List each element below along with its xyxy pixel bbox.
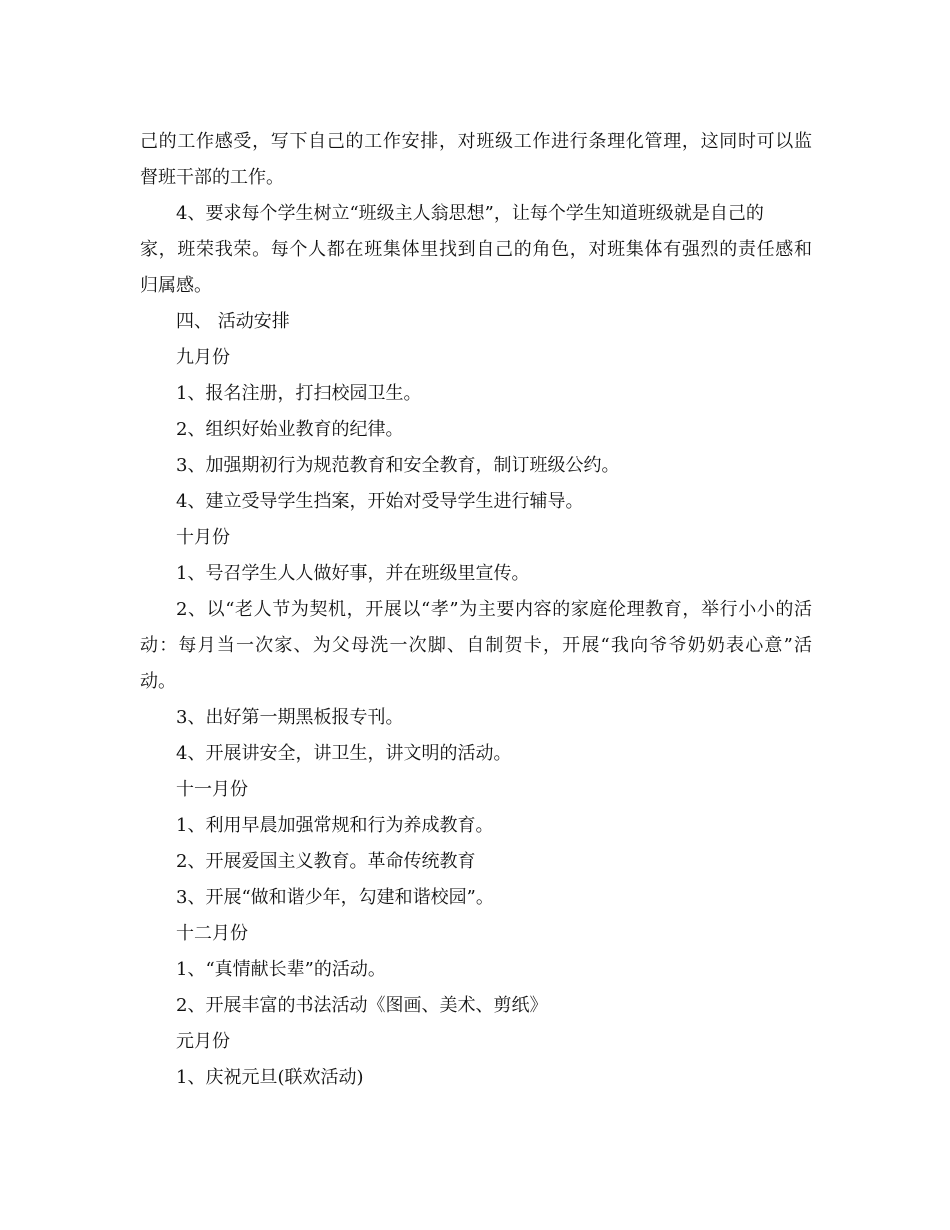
list-item: 2、组织好始业教育的纪律。	[176, 419, 404, 440]
list-item: 1、“真情献长辈”的活动。	[176, 959, 386, 980]
list-item: 4、开展讲安全，讲卫生，讲文明的活动。	[176, 743, 512, 764]
month-heading: 九月份	[176, 347, 230, 368]
month-heading: 十一月份	[176, 779, 248, 800]
paragraph-line: 己的工作感受，写下自己的工作安排，对班级工作进行条理化管理，这同时可以监	[140, 131, 812, 152]
list-item: 4、建立受导学生挡案，开始对受导学生进行辅导。	[176, 491, 584, 512]
list-item: 2、以“老人节为契机，开展以“孝”为主要内容的家庭伦理教育，举行小小的活	[176, 599, 812, 620]
list-item: 3、开展“做和谐少年，勾建和谐校园”。	[176, 887, 494, 908]
month-heading: 十月份	[176, 527, 230, 548]
paragraph-line: 家，班荣我荣。每个人都在班集体里找到自己的角色，对班集体有强烈的责任感和	[140, 239, 812, 260]
month-heading: 元月份	[176, 1031, 230, 1052]
list-item: 1、庆祝元旦(联欢活动)	[176, 1067, 364, 1088]
paragraph-line: 动。	[140, 671, 176, 692]
list-item: 3、出好第一期黑板报专刊。	[176, 707, 404, 728]
list-item: 3、加强期初行为规范教育和安全教育，制订班级公约。	[176, 455, 620, 476]
paragraph-line: 4、要求每个学生树立“班级主人翁思想”，让每个学生知道班级就是自己的	[176, 203, 764, 224]
list-item: 2、开展爱国主义教育。革命传统教育	[176, 851, 476, 872]
list-item: 1、利用早晨加强常规和行为养成教育。	[176, 815, 494, 836]
paragraph-line: 督班干部的工作。	[140, 167, 284, 188]
paragraph-line: 动：每月当一次家、为父母洗一次脚、自制贺卡，开展“我向爷爷奶奶表心意”活	[140, 635, 812, 656]
month-heading: 十二月份	[176, 923, 248, 944]
list-item: 2、开展丰富的书法活动《图画、美术、剪纸》	[176, 995, 548, 1016]
section-heading: 四、 活动安排	[176, 311, 290, 332]
document-body	[140, 124, 812, 1096]
list-item: 1、号召学生人人做好事，并在班级里宣传。	[176, 563, 530, 584]
paragraph-line: 归属感。	[140, 275, 212, 296]
list-item: 1、报名注册，打扫校园卫生。	[176, 383, 422, 404]
